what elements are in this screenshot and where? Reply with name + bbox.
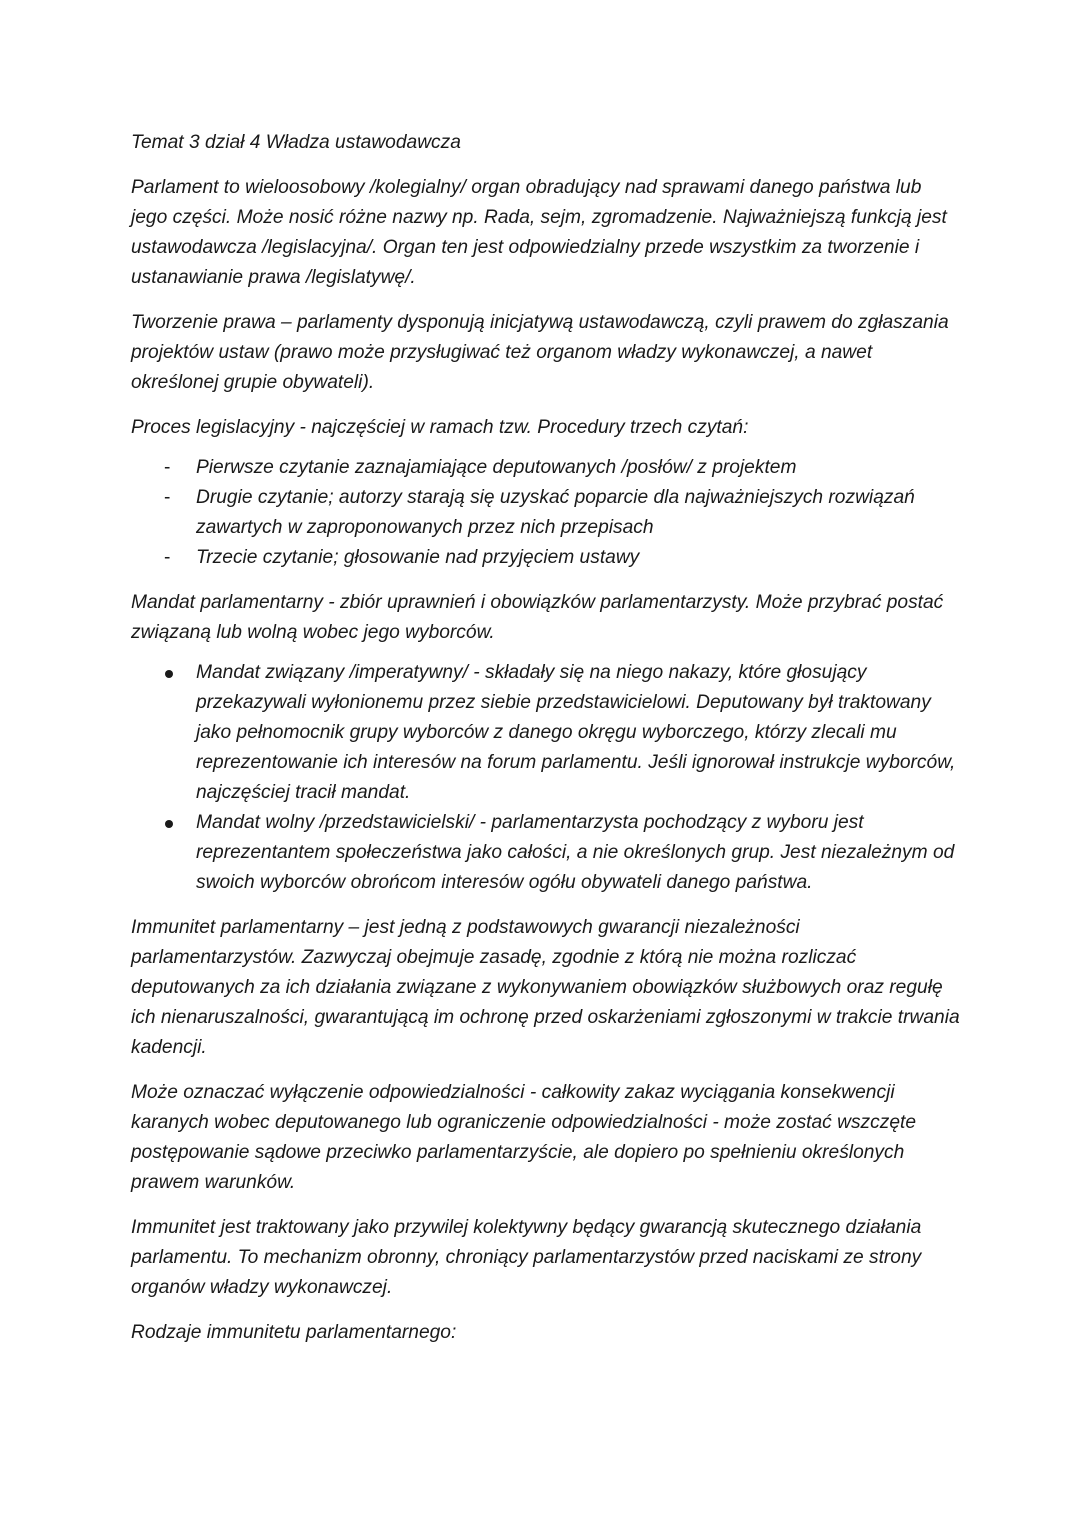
dash-marker: - <box>164 457 171 478</box>
list-item-text: Trzecie czytanie; głosowanie nad przyjęciem ustawy <box>196 547 640 568</box>
paragraph-immunity: Immunitet parlamentarny – jest jedną z podstawowych gwarancji niezależności parlamentarzystów. Zazwyczaj obejmuje zasadę, zgodnie z którą nie można rozliczać deputowanych za ich działania związane z wykonywaniem obowiązków służbowych oraz regułę ich nienaruszalności, gwarantującą im ochronę przed oskarżeniami zgłoszonymi w trakcie trwania kadencji. <box>131 917 960 1058</box>
paragraph-immunity-privilege: Immunitet jest traktowany jako przywilej kolektywny będący gwarancją skutecznego działania parlamentu. To mechanizm obronny, chroniący parlamentarzystów przed naciskami ze strony organów władzy wykonawczej. <box>131 1217 922 1298</box>
list-item-free-mandate <box>131 808 961 898</box>
bullet-icon <box>165 820 173 828</box>
readings-list <box>131 453 961 573</box>
list-item-bound-mandate <box>131 658 961 808</box>
paragraph-immunity-types: Rodzaje immunitetu parlamentarnego: <box>131 1322 457 1343</box>
paragraph-lawmaking: Tworzenie prawa – parlamenty dysponują inicjatywą ustawodawczą, czyli prawem do zgłaszania projektów ustaw (prawo może przysługiwać też organom władzy wykonawczej, a nawet określonej grupie obywateli). <box>131 312 949 393</box>
list-item-third-reading <box>131 543 961 573</box>
dash-marker: - <box>164 487 171 508</box>
list-item-first-reading <box>131 453 961 483</box>
list-item-text: Drugie czytanie; autorzy starają się uzyskać poparcie dla najważniejszych rozwiązań zawartych w zaproponowanych przez nich przepisach <box>196 487 915 538</box>
list-item-second-reading <box>131 483 961 543</box>
paragraph-mandate: Mandat parlamentarny - zbiór uprawnień i obowiązków parlamentarzysty. Może przybrać postać związaną lub wolną wobec jego wyborców. <box>131 592 944 643</box>
list-item-text: Mandat związany /imperatywny/ - składały się na niego nakazy, które głosujący przekazywali wyłonionemu przez siebie przedstawicielowi. Deputowany był traktowany jako pełnomocnik grupy wyborców z danego okręgu wyborczego, którzy zlecali mu reprezentowanie ich interesów na forum parlamentu. Jeśli ignorował instrukcje wyborców, najczęściej tracił mandat. <box>196 662 956 803</box>
dash-marker: - <box>164 547 171 568</box>
document-title: Temat 3 dział 4 Władza ustawodawcza <box>131 132 461 153</box>
list-item-text: Mandat wolny /przedstawicielski/ - parlamentarzysta pochodzący z wyboru jest reprezentantem społeczeństwa jako całości, a nie określonych grup. Jest niezależnym od swoich wyborców obrońcom interesów ogółu obywateli danego państwa. <box>196 812 955 893</box>
document-page <box>131 128 961 1363</box>
paragraph-legislative-process: Proces legislacyjny - najczęściej w ramach tzw. Procedury trzech czytań: <box>131 417 749 438</box>
paragraph-immunity-scope: Może oznaczać wyłączenie odpowiedzialności - całkowity zakaz wyciągania konsekwencji karanych wobec deputowanego lub ograniczenie odpowiedzialności - może zostać wszczęte postępowanie sądowe przeciwko parlamentarzyście, ale dopiero po spełnieniu określonych prawem warunków. <box>131 1082 917 1193</box>
paragraph-parliament: Parlament to wieloosobowy /kolegialny/ organ obradujący nad sprawami danego państwa lub jego części. Może nosić różne nazwy np. Rada, sejm, zgromadzenie. Najważniejszą funkcją jest ustawodawcza /legislacyjna/. Organ ten jest odpowiedzialny przede wszystkim za tworzenie i ustanawianie prawa /legislatywę/. <box>131 177 947 288</box>
mandates-list <box>131 658 961 898</box>
list-item-text: Pierwsze czytanie zaznajamiające deputowanych /posłów/ z projektem <box>196 457 797 478</box>
bullet-icon <box>165 670 173 678</box>
